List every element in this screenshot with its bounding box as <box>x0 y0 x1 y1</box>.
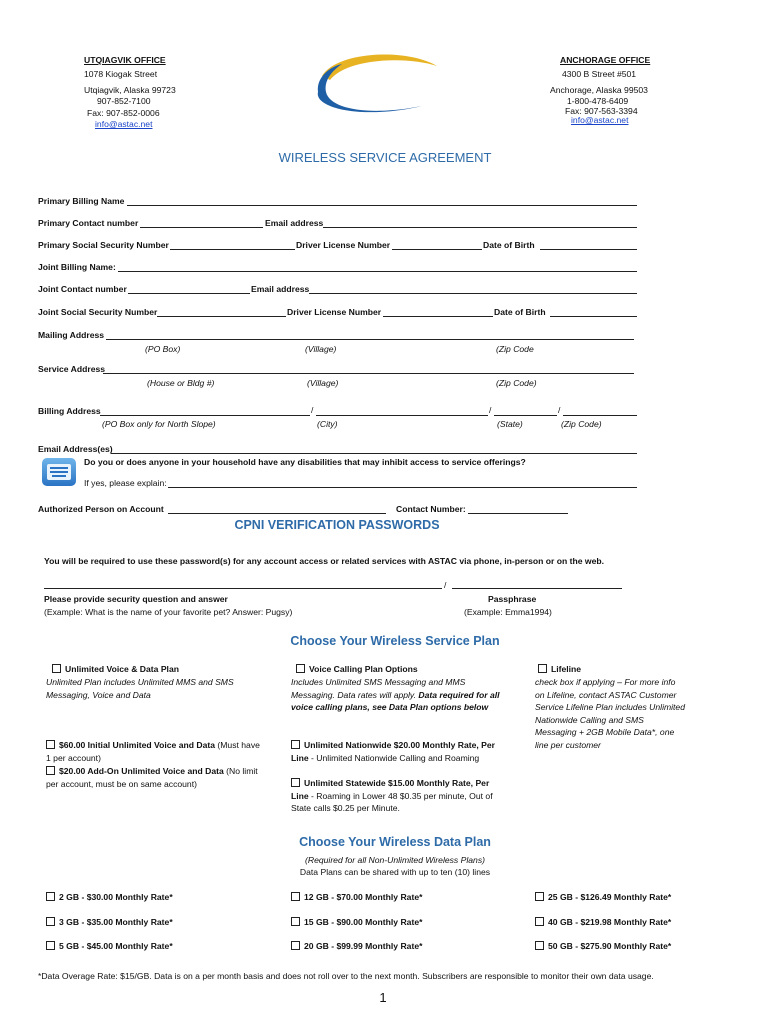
unlimited-initial-checkbox[interactable] <box>46 740 55 749</box>
billing-zip-field[interactable] <box>563 415 637 416</box>
voice-option-nationwide[interactable] <box>291 739 503 764</box>
email-address-2-field[interactable] <box>309 293 637 294</box>
form-title: WIRELESS SERVICE AGREEMENT <box>278 150 492 165</box>
voice-desc-plain: Includes Unlimited SMS Messaging and MMS Messaging. Data rates will apply. <box>291 677 466 700</box>
data-checkbox[interactable] <box>291 917 300 926</box>
primary-billing-name-label: Primary Billing Name <box>38 196 125 206</box>
billing-sep-1: / <box>311 405 314 415</box>
left-office-email[interactable]: info@astac.net <box>95 119 153 129</box>
mailing-village-caption: (Village) <box>305 344 337 354</box>
billing-city-field[interactable] <box>316 415 488 416</box>
passphrase-field[interactable] <box>452 588 622 589</box>
data-checkbox[interactable] <box>291 941 300 950</box>
billing-po-caption: (PO Box only for North Slope) <box>102 419 216 429</box>
passphrase-example: (Example: Emma1994) <box>464 607 552 617</box>
data-option[interactable] <box>291 917 422 927</box>
data-option[interactable] <box>291 892 422 902</box>
primary-ssn-label: Primary Social Security Number <box>38 240 169 250</box>
data-option[interactable] <box>535 941 671 951</box>
nationwide-checkbox[interactable] <box>291 740 300 749</box>
data-option-label: 12 GB - $70.00 Monthly Rate* <box>304 892 423 902</box>
primary-contact-label: Primary Contact number <box>38 218 139 228</box>
right-office-city: Anchorage, Alaska 99503 <box>550 85 648 95</box>
driver-license-1-field[interactable] <box>392 249 482 250</box>
driver-license-1-label: Driver License Number <box>296 240 391 250</box>
data-option-label: 15 GB - $90.00 Monthly Rate* <box>304 917 423 927</box>
contact-number-label: Contact Number: <box>396 504 466 514</box>
service-address-label: Service Address <box>38 364 106 374</box>
keyboard-icon <box>42 458 76 486</box>
email-address-1-field[interactable] <box>323 227 637 228</box>
service-plan-title: Choose Your Wireless Service Plan <box>290 634 500 648</box>
nationwide-label: Unlimited Nationwide $20.00 Monthly Rate, Per Line <box>291 740 496 763</box>
email-address-1-label: Email address <box>265 218 324 228</box>
lifeline-desc: check box if applying – For more info on Lifeline, contact ASTAC Customer Service Lifeline Plan includes Unlimited Nationwide Calling and SMS Messaging + 2GB Mobile Data*, one line per customer <box>535 677 685 750</box>
billing-zip-caption: (Zip Code) <box>561 419 602 429</box>
data-checkbox[interactable] <box>46 917 55 926</box>
right-office-email[interactable]: info@astac.net <box>571 115 629 125</box>
billing-sep-2: / <box>489 405 492 415</box>
voice-desc-bold: Data required for all voice calling plans, see Data Plan options below <box>291 689 500 712</box>
authorized-person-label: Authorized Person on Account <box>38 504 164 514</box>
data-checkbox[interactable] <box>46 892 55 901</box>
billing-state-field[interactable] <box>494 415 557 416</box>
voice-desc <box>291 676 501 714</box>
service-zip-caption: (Zip Code) <box>496 378 537 388</box>
data-checkbox[interactable] <box>291 892 300 901</box>
voice-plan-heading[interactable] <box>296 664 418 674</box>
lifeline-heading-text: Lifeline <box>551 664 582 674</box>
joint-contact-field[interactable] <box>128 293 250 294</box>
data-option[interactable] <box>535 892 671 902</box>
if-yes-label: If yes, please explain: <box>84 478 167 488</box>
data-checkbox[interactable] <box>535 941 544 950</box>
if-yes-field[interactable] <box>168 487 637 488</box>
data-option-label: 40 GB - $219.98 Monthly Rate* <box>548 917 672 927</box>
driver-license-2-field[interactable] <box>383 316 493 317</box>
data-option-label: 3 GB - $35.00 Monthly Rate* <box>59 917 173 927</box>
billing-po-field[interactable] <box>100 415 310 416</box>
mailing-address-label: Mailing Address <box>38 330 105 340</box>
data-option-label: 5 GB - $45.00 Monthly Rate* <box>59 941 173 951</box>
billing-sep-3: / <box>558 405 561 415</box>
authorized-person-field[interactable] <box>168 513 386 514</box>
cpni-instruction: You will be required to use these password(s) for any account access or related services with ASTAC via phone, in-person or on the web. <box>44 556 604 566</box>
passphrase-label: Passphrase <box>488 594 537 604</box>
data-checkbox[interactable] <box>535 917 544 926</box>
primary-ssn-field[interactable] <box>170 249 295 250</box>
unlimited-addon-label: $20.00 Add-On Unlimited Voice and Data <box>59 766 224 776</box>
statewide-label: Unlimited Statewide $15.00 Monthly Rate, Per Line <box>291 778 490 801</box>
unlimited-option-initial[interactable] <box>46 739 266 764</box>
joint-ssn-field[interactable] <box>157 316 286 317</box>
voice-checkbox[interactable] <box>296 664 305 673</box>
dob-1-field[interactable] <box>540 249 637 250</box>
joint-contact-label: Joint Contact number <box>38 284 127 294</box>
security-question-example: (Example: What is the name of your favorite pet? Answer: Pugsy) <box>44 607 293 617</box>
lifeline-heading[interactable] <box>538 664 581 674</box>
data-option[interactable] <box>46 941 173 951</box>
left-office-street: 1078 Kiogak Street <box>84 69 158 79</box>
nationwide-note: - Unlimited Nationwide Calling and Roaming <box>308 752 480 763</box>
unlimited-heading-text: Unlimited Voice & Data Plan <box>65 664 179 674</box>
left-office-fax: Fax: 907-852-0006 <box>87 108 160 118</box>
data-plan-subtitle: (Required for all Non-Unlimited Wireless Plans) <box>305 855 485 865</box>
service-house-caption: (House or Bldg #) <box>147 378 215 388</box>
email-addresses-field[interactable] <box>111 453 637 454</box>
left-office-city: Utqiagvik, Alaska 99723 <box>84 85 176 95</box>
data-overage-footnote: *Data Overage Rate: $15/GB. Data is on a per month basis and does not roll over to the next month. Subscribers are responsible to monitor their own data usage. <box>38 971 654 981</box>
email-address-2-label: Email address <box>251 284 310 294</box>
statewide-note: - Roaming in Lower 48 $0.35 per minute, Out of State calls $0.25 per Minute. <box>291 790 493 813</box>
data-checkbox[interactable] <box>535 892 544 901</box>
cpni-sep: / <box>444 580 447 590</box>
service-address-field[interactable] <box>103 373 634 374</box>
right-office-title: ANCHORAGE OFFICE <box>560 55 651 65</box>
data-plan-title: Choose Your Wireless Data Plan <box>299 835 491 849</box>
billing-city-caption: (City) <box>317 419 338 429</box>
astac-logo <box>312 46 442 118</box>
mailing-po-caption: (PO Box) <box>145 344 181 354</box>
right-office-phone: 1-800-478-6409 <box>567 96 629 106</box>
cpni-title: CPNI VERIFICATION PASSWORDS <box>234 518 440 532</box>
unlimited-option-addon[interactable] <box>46 765 266 790</box>
joint-billing-name-field[interactable] <box>118 271 637 272</box>
primary-contact-field[interactable] <box>140 227 263 228</box>
unlimited-desc: Unlimited Plan includes Unlimited MMS and SMS Messaging, Voice and Data <box>46 677 234 700</box>
data-option[interactable] <box>291 941 422 951</box>
joint-ssn-label: Joint Social Security Number <box>38 307 158 317</box>
email-addresses-label: Email Address(es) <box>38 444 113 454</box>
data-option-label: 50 GB - $275.90 Monthly Rate* <box>548 941 672 951</box>
lifeline-checkbox[interactable] <box>538 664 547 673</box>
left-office-phone: 907-852-7100 <box>97 96 151 106</box>
page-number: 1 <box>379 990 387 1005</box>
service-village-caption: (Village) <box>307 378 339 388</box>
dob-2-label: Date of Birth <box>494 307 546 317</box>
data-option-label: 25 GB - $126.49 Monthly Rate* <box>548 892 672 902</box>
driver-license-2-label: Driver License Number <box>287 307 382 317</box>
billing-address-label: Billing Address <box>38 406 101 416</box>
mailing-zip-caption: (Zip Code <box>496 344 534 354</box>
data-checkbox[interactable] <box>46 941 55 950</box>
mailing-address-field[interactable] <box>106 339 634 340</box>
unlimited-addon-note: (No limit per account, must be on same account) <box>46 766 258 789</box>
data-option-label: 2 GB - $30.00 Monthly Rate* <box>59 892 173 902</box>
security-question-field[interactable] <box>44 588 442 589</box>
right-office-fax: Fax: 907-563-3394 <box>565 106 638 116</box>
data-option[interactable] <box>46 917 173 927</box>
disability-question: Do you or does anyone in your household have any disabilities that may inhibit access to service offerings? <box>84 457 526 467</box>
data-option[interactable] <box>535 917 671 927</box>
joint-billing-name-label: Joint Billing Name: <box>38 262 116 272</box>
dob-2-field[interactable] <box>550 316 637 317</box>
data-option[interactable] <box>46 892 173 902</box>
primary-billing-name-field[interactable] <box>127 205 637 206</box>
billing-state-caption: (State) <box>497 419 523 429</box>
voice-option-statewide[interactable] <box>291 777 503 815</box>
voice-heading-text: Voice Calling Plan Options <box>309 664 418 674</box>
unlimited-addon-checkbox[interactable] <box>46 766 55 775</box>
data-plan-note: Data Plans can be shared with up to ten (10) lines <box>299 867 491 877</box>
right-office-street: 4300 B Street #501 <box>562 69 637 79</box>
unlimited-initial-note: (Must have 1 per account) <box>46 740 260 763</box>
contact-number-field[interactable] <box>468 513 568 514</box>
security-question-label: Please provide security question and answer <box>44 594 228 604</box>
statewide-checkbox[interactable] <box>291 778 300 787</box>
unlimited-initial-label: $60.00 Initial Unlimited Voice and Data <box>59 740 216 750</box>
left-office-title: UTQIAGVIK OFFICE <box>84 55 166 65</box>
unlimited-checkbox[interactable] <box>52 664 61 673</box>
unlimited-plan-heading[interactable] <box>52 664 179 674</box>
dob-1-label: Date of Birth <box>483 240 535 250</box>
data-option-label: 20 GB - $99.99 Monthly Rate* <box>304 941 423 951</box>
